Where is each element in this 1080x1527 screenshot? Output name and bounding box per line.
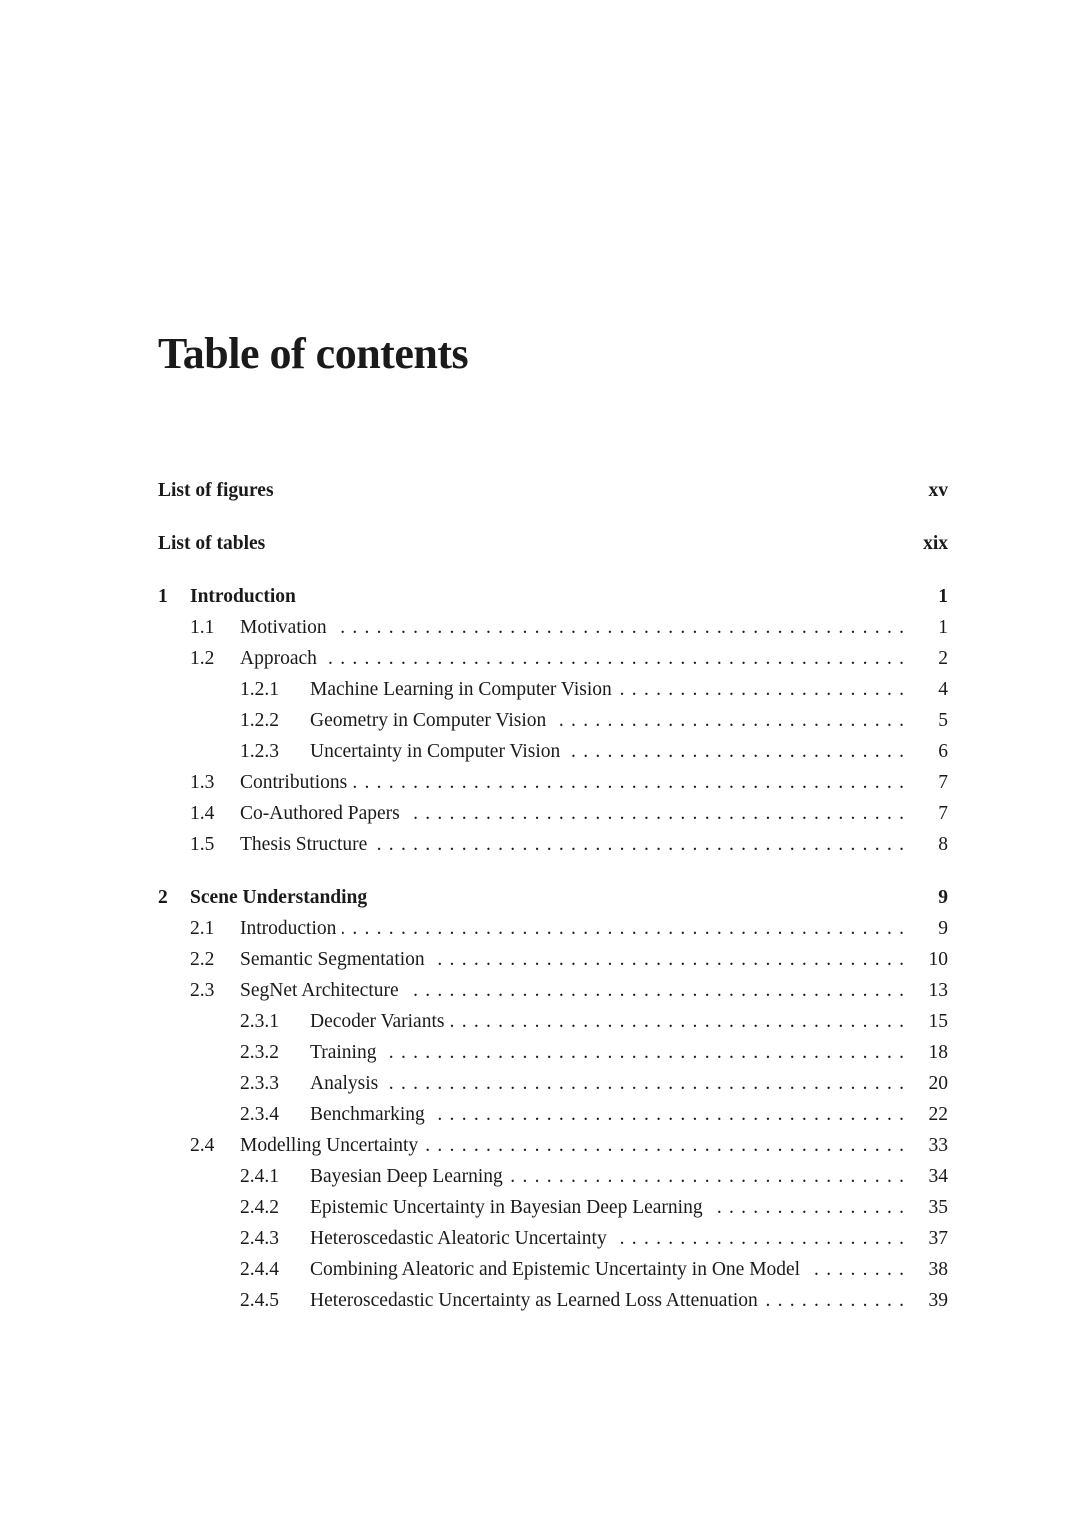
entry-title: [240, 798, 406, 829]
table-of-contents: [158, 475, 948, 1316]
entry-number: 2.4.4: [240, 1259, 279, 1280]
toc-entry-front[interactable]: [158, 475, 948, 506]
dot-leader: [353, 767, 904, 798]
entry-number: 1: [158, 586, 168, 607]
entry-title: [310, 1285, 764, 1316]
toc-entry-subsection[interactable]: [158, 1161, 948, 1192]
dot-leader: [405, 975, 904, 1006]
entry-title-text: Approach: [240, 648, 323, 669]
entry-page-number: 2: [938, 648, 948, 669]
dot-leader: [509, 1161, 904, 1192]
dot-leader: [424, 1130, 904, 1161]
entry-title: [190, 581, 302, 612]
entry-number: 2.3.3: [240, 1073, 279, 1094]
entry-number: 1.4: [190, 803, 215, 824]
entry-title-text: Semantic Segmentation: [240, 949, 431, 970]
entry-title: [158, 475, 280, 506]
entry-title-text: SegNet Architecture: [240, 980, 405, 1001]
toc-entry-chapter[interactable]: [158, 882, 948, 913]
entry-title: [310, 1006, 450, 1037]
entry-page-number: 4: [938, 679, 948, 700]
entry-title: [310, 705, 552, 736]
entry-title-text: Epistemic Uncertainty in Bayesian Deep Learning: [310, 1197, 709, 1218]
dot-leader: [382, 1037, 904, 1068]
entry-title-text: Scene Understanding: [190, 887, 373, 908]
entry-title: [310, 1037, 382, 1068]
entry-title: [310, 1068, 384, 1099]
entry-page-number: 20: [928, 1073, 948, 1094]
entry-title: [310, 1223, 613, 1254]
toc-entry-section[interactable]: [158, 1130, 948, 1161]
entry-title: [190, 882, 373, 913]
entry-page-number: 38: [928, 1259, 948, 1280]
dot-leader: [450, 1006, 904, 1037]
entry-title: [240, 767, 353, 798]
dot-leader: [406, 798, 904, 829]
toc-entry-section[interactable]: [158, 944, 948, 975]
entry-page-number: 6: [938, 741, 948, 762]
toc-entry-section[interactable]: [158, 612, 948, 643]
toc-entry-subsection[interactable]: [158, 1192, 948, 1223]
entry-title: [240, 643, 323, 674]
entry-title: [310, 1099, 431, 1130]
entry-number: 2.3.2: [240, 1042, 279, 1063]
dot-leader: [613, 1223, 904, 1254]
dot-leader: [333, 612, 904, 643]
entry-page-number: 39: [928, 1290, 948, 1311]
toc-entry-subsection[interactable]: [158, 1285, 948, 1316]
entry-title-text: Heteroscedastic Uncertainty as Learned Loss Attenuation: [310, 1290, 764, 1311]
entry-page-number: 9: [938, 887, 948, 908]
toc-entry-chapter[interactable]: [158, 581, 948, 612]
entry-number: 2.4.2: [240, 1197, 279, 1218]
toc-entry-subsection[interactable]: [158, 1037, 948, 1068]
entry-number: 2.4.5: [240, 1290, 279, 1311]
entry-title-text: List of tables: [158, 533, 271, 554]
toc-entry-section[interactable]: [158, 643, 948, 674]
entry-title-text: Decoder Variants: [310, 1011, 450, 1032]
toc-entry-subsection[interactable]: [158, 1223, 948, 1254]
entry-number: 2.3: [190, 980, 215, 1001]
toc-entry-section[interactable]: [158, 829, 948, 860]
entry-number: 1.3: [190, 772, 215, 793]
entry-title: [310, 1192, 709, 1223]
entry-page-number: xv: [928, 480, 948, 501]
entry-title: [310, 736, 566, 767]
dot-leader: [431, 944, 904, 975]
toc-entry-front[interactable]: [158, 528, 948, 559]
entry-title-text: Motivation: [240, 617, 333, 638]
entry-title-text: Geometry in Computer Vision: [310, 710, 552, 731]
entry-page-number: 7: [938, 803, 948, 824]
dot-leader: [764, 1285, 904, 1316]
entry-page-number: 37: [928, 1228, 948, 1249]
dot-leader: [384, 1068, 904, 1099]
dot-leader: [806, 1254, 904, 1285]
toc-entry-subsection[interactable]: [158, 705, 948, 736]
entry-title-text: Co-Authored Papers: [240, 803, 406, 824]
entry-title-text: Introduction: [240, 918, 342, 939]
entry-number: 2.2: [190, 949, 215, 970]
toc-entry-section[interactable]: [158, 798, 948, 829]
entry-page-number: 9: [938, 918, 948, 939]
entry-title: [240, 612, 333, 643]
toc-entry-section[interactable]: [158, 913, 948, 944]
entry-number: 1.2: [190, 648, 215, 669]
dot-leader: [618, 674, 904, 705]
entry-number: 1.5: [190, 834, 215, 855]
entry-number: 2.4.3: [240, 1228, 279, 1249]
entry-number: 2.1: [190, 918, 215, 939]
dot-leader: [431, 1099, 904, 1130]
entry-number: 2.3.1: [240, 1011, 279, 1032]
entry-title-text: Training: [310, 1042, 382, 1063]
entry-title: [158, 528, 271, 559]
entry-number: 2.4: [190, 1135, 215, 1156]
entry-page-number: 8: [938, 834, 948, 855]
entry-title: [310, 674, 618, 705]
entry-page-number: 10: [928, 949, 948, 970]
entry-page-number: 35: [928, 1197, 948, 1218]
toc-entry-subsection[interactable]: [158, 736, 948, 767]
dot-leader: [373, 829, 904, 860]
toc-entry-subsection[interactable]: [158, 1254, 948, 1285]
entry-number: 2: [158, 887, 168, 908]
entry-number: 1.2.3: [240, 741, 279, 762]
entry-title-text: Contributions: [240, 772, 353, 793]
entry-title-text: Combining Aleatoric and Epistemic Uncertainty in One Model: [310, 1259, 806, 1280]
entry-title: [240, 913, 342, 944]
entry-page-number: 13: [928, 980, 948, 1001]
entry-title-text: Uncertainty in Computer Vision: [310, 741, 566, 762]
entry-page-number: 5: [938, 710, 948, 731]
entry-page-number: 1: [938, 617, 948, 638]
entry-number: 2.3.4: [240, 1104, 279, 1125]
entry-page-number: 22: [928, 1104, 948, 1125]
toc-entry-section[interactable]: [158, 975, 948, 1006]
entry-title-text: Bayesian Deep Learning: [310, 1166, 509, 1187]
dot-leader: [566, 736, 904, 767]
entry-page-number: 33: [928, 1135, 948, 1156]
dot-leader: [342, 913, 904, 944]
entry-title-text: Benchmarking: [310, 1104, 431, 1125]
toc-entry-subsection[interactable]: [158, 1006, 948, 1037]
page-title: Table of contents: [158, 329, 469, 378]
toc-entry-subsection[interactable]: [158, 1099, 948, 1130]
dot-leader: [323, 643, 904, 674]
toc-entry-section[interactable]: [158, 767, 948, 798]
dot-leader: [552, 705, 904, 736]
entry-page-number: 1: [938, 586, 948, 607]
entry-title-text: Modelling Uncertainty: [240, 1135, 424, 1156]
dot-leader: [709, 1192, 904, 1223]
entry-title-text: Thesis Structure: [240, 834, 373, 855]
entry-page-number: 18: [928, 1042, 948, 1063]
entry-page-number: 15: [928, 1011, 948, 1032]
toc-entry-subsection[interactable]: [158, 1068, 948, 1099]
entry-page-number: xix: [923, 533, 948, 554]
entry-number: 1.2.1: [240, 679, 279, 700]
entry-title-text: List of figures: [158, 480, 280, 501]
entry-title-text: Machine Learning in Computer Vision: [310, 679, 618, 700]
entry-title: [240, 944, 431, 975]
entry-number: 2.4.1: [240, 1166, 279, 1187]
entry-title-text: Introduction: [190, 586, 302, 607]
entry-number: 1.2.2: [240, 710, 279, 731]
entry-number: 1.1: [190, 617, 215, 638]
entry-title-text: Heteroscedastic Aleatoric Uncertainty: [310, 1228, 613, 1249]
entry-title: [310, 1254, 806, 1285]
entry-title: [240, 975, 405, 1006]
entry-page-number: 7: [938, 772, 948, 793]
entry-title: [310, 1161, 509, 1192]
entry-title-text: Analysis: [310, 1073, 384, 1094]
entry-page-number: 34: [928, 1166, 948, 1187]
entry-title: [240, 1130, 424, 1161]
toc-entry-subsection[interactable]: [158, 674, 948, 705]
entry-title: [240, 829, 373, 860]
